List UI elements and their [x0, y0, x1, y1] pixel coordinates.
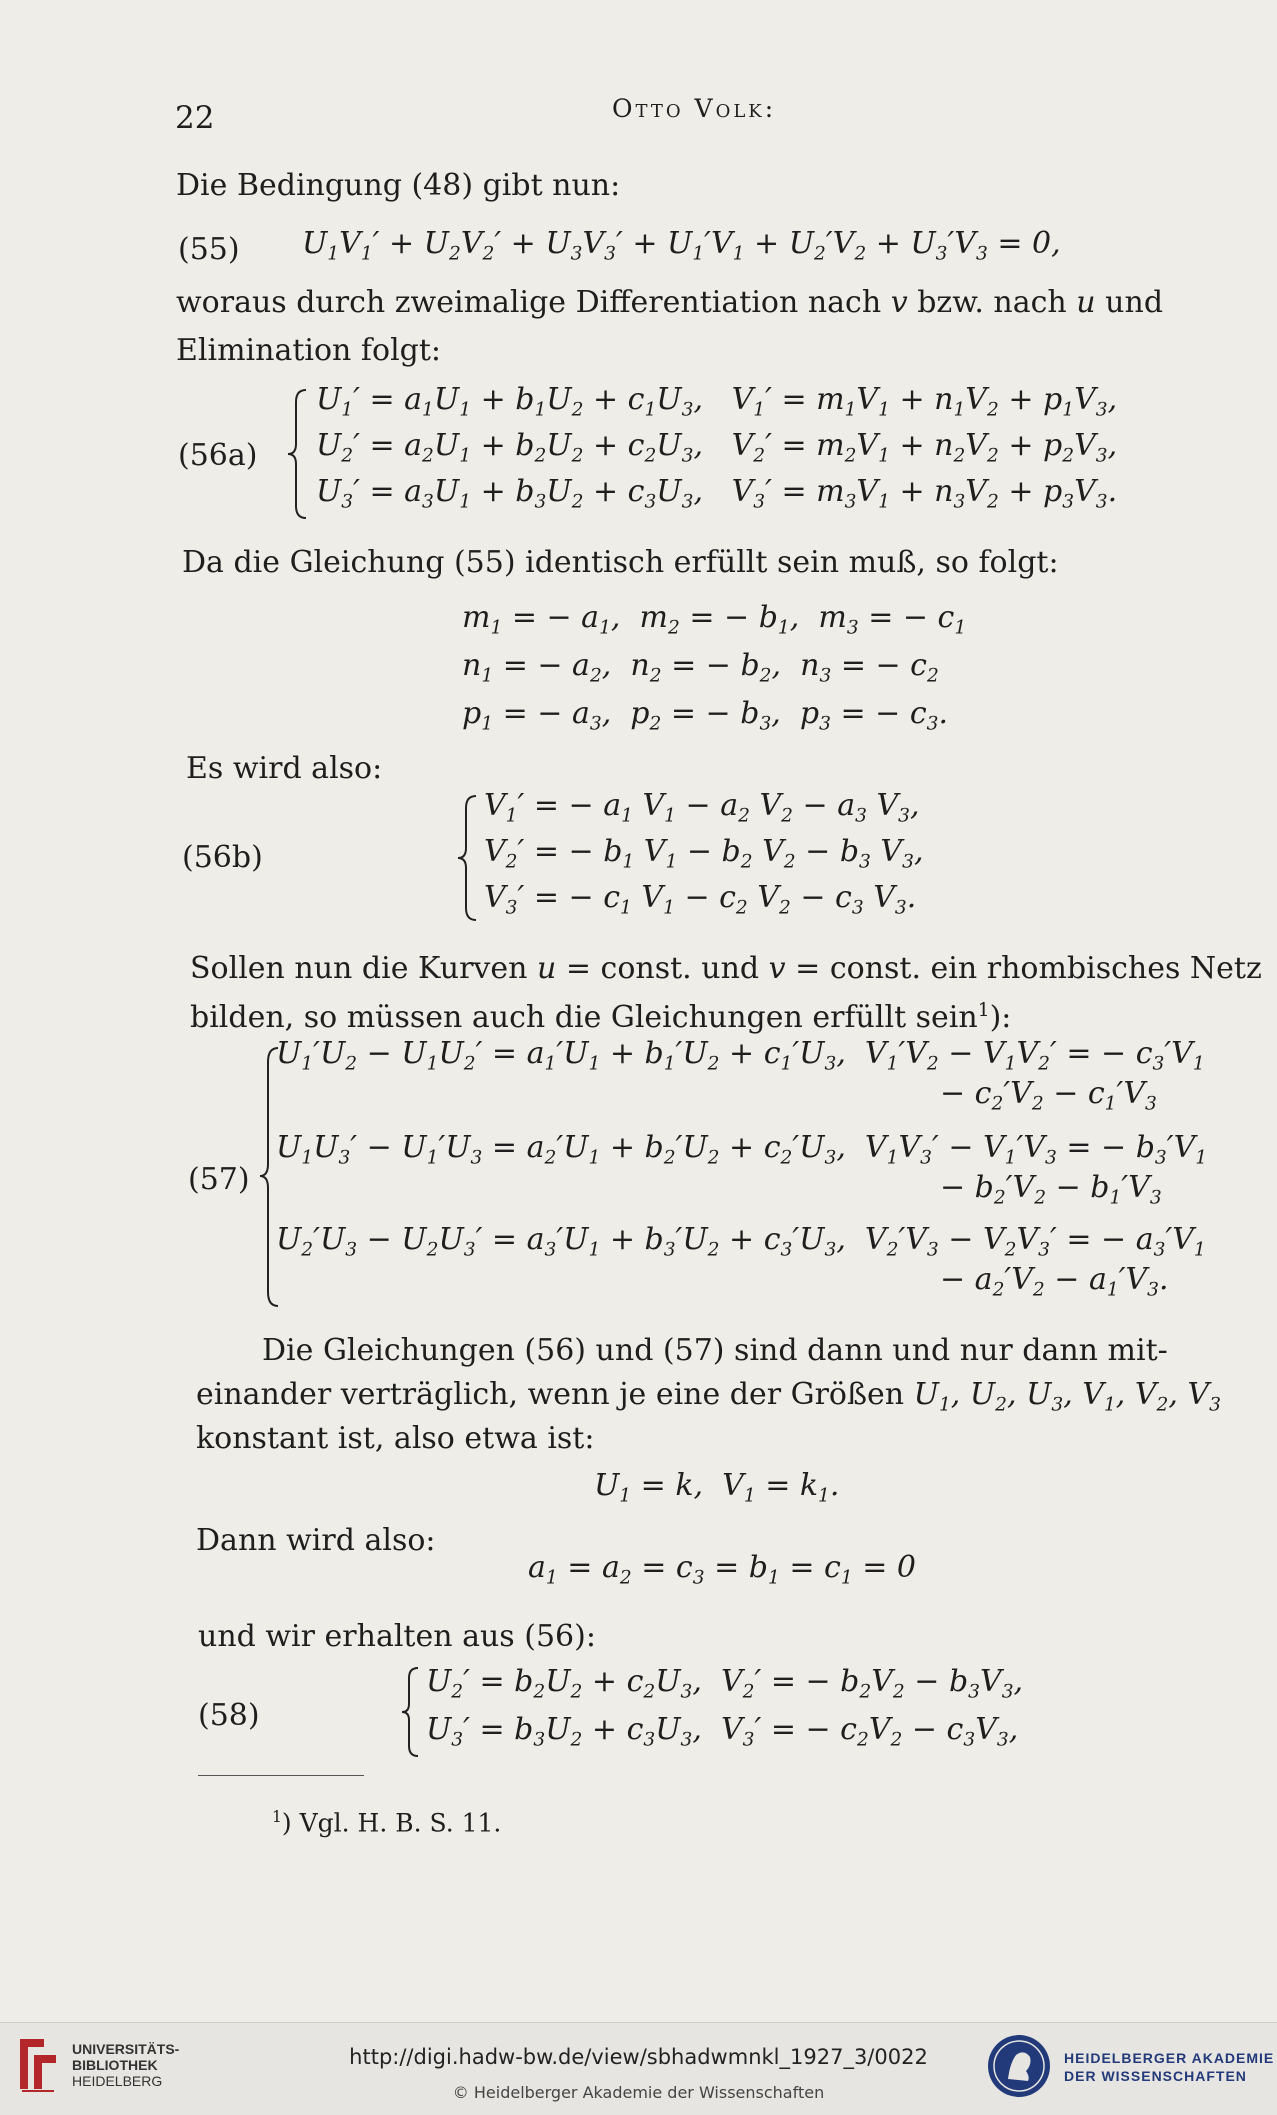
- equation-57-row-3: $U_2'U_3 - U_2U_3' = a_3'U_1 + b_3'U_2 + c_3'U_3$, $V_2'V_3 - V_2V_3'$ = − $a_3'V_1$: [276, 1222, 1206, 1261]
- paragraph-4: Es wird also:: [186, 751, 383, 786]
- relation-row-3: $p_1$ = − $a_3$, $p_2$ = − $b_3$, $p_3$ = − $c_3$.: [462, 696, 949, 735]
- academy-name: HEIDELBERGER AKADEMIE DER WISSENSCHAFTEN: [1064, 2050, 1275, 2084]
- running-head: Otto Volk:: [612, 94, 777, 123]
- paragraph-6-line-1: Die Gleichungen (56) und (57) sind dann und nur dann mit-: [262, 1333, 1168, 1368]
- paragraph-7: Dann wird also:: [196, 1523, 436, 1558]
- footnote-reference[interactable]: 1: [977, 1000, 990, 1021]
- paragraph-6-line-2: einander verträglich, wenn je eine der Größen $U_1$, $U_2$, $U_3$, $V_1$, $V_2$, $V_3$: [196, 1377, 1221, 1416]
- paragraph-2-line-1: woraus durch zweimalige Differentiation nach v bzw. nach u und: [176, 285, 1164, 320]
- paragraph-5-line-2: bilden, so müssen auch die Gleichungen erfüllt sein$^1$):: [190, 1000, 1012, 1035]
- equation-57-row-1-cont: − $c_2'V_2 - c_1'V_3$: [940, 1076, 1157, 1115]
- page-number: 22: [175, 100, 215, 136]
- equation-56a-row-3: $U_3' = a_3U_1 + b_3U_2 + c_3U_3$, $V_3' = m_3V_1 + n_3V_2 + p_3V_3$.: [316, 474, 1118, 513]
- footnote: $^1$) Vgl. H. B. S. 11.: [272, 1808, 502, 1838]
- paragraph-2-line-2: Elimination folgt:: [176, 333, 442, 368]
- relation-row-2: $n_1$ = − $a_2$, $n_2$ = − $b_2$, $n_3$ = − $c_2$: [462, 648, 939, 687]
- brace-56a: [286, 388, 310, 520]
- equation-56a-row-2: $U_2' = a_2U_1 + b_2U_2 + c_2U_3$, $V_2' = m_2V_1 + n_2V_2 + p_2V_3$,: [316, 428, 1118, 467]
- paragraph-5-line-1: Sollen nun die Kurven u = const. und v = const. ein rhombisches Netz: [190, 951, 1262, 986]
- equation-zero-coefficients: $a_1 = a_2 = c_3 = b_1 = c_1 = 0$: [528, 1550, 916, 1589]
- paragraph-1: Die Bedingung (48) gibt nun:: [176, 168, 621, 203]
- equation-57-row-2: $U_1U_3' - U_1'U_3 = a_2'U_1 + b_2'U_2 + c_2'U_3$, $V_1V_3' - V_1'V_3$ = − $b_3'V_1$: [276, 1130, 1208, 1169]
- paragraph-6-line-3: konstant ist, also etwa ist:: [196, 1421, 595, 1456]
- equation-number-56a: (56a): [178, 438, 258, 473]
- equation-56b-row-1: $V_1'$ = − $a_1$ $V_1 - a_2$ $V_2 - a_3$ $V_3$,: [484, 788, 920, 827]
- relation-row-1: $m_1$ = − $a_1$, $m_2$ = − $b_1$, $m_3$ = − $c_1$: [462, 600, 967, 639]
- equation-number-57: (57): [188, 1162, 250, 1197]
- equation-number-56b: (56b): [182, 840, 263, 875]
- equation-57-row-3-cont: − $a_2'V_2 - a_1'V_3$.: [940, 1262, 1169, 1301]
- viewer-footer: [0, 2022, 1277, 2115]
- equation-57-row-1: $U_1'U_2 - U_1U_2' = a_1'U_1 + b_1'U_2 + c_1'U_3$, $V_1'V_2 - V_1V_2'$ = − $c_3'V_1$: [276, 1036, 1205, 1075]
- permalink-url[interactable]: http://digi.hadw-bw.de/view/sbhadwmnkl_1927_3/0022: [349, 2045, 928, 2069]
- equation-58-row-1: $U_2' = b_2U_2 + c_2U_3$, $V_2'$ = − $b_2V_2 - b_3V_3$,: [426, 1664, 1024, 1703]
- equation-58-row-2: $U_3' = b_3U_2 + c_3U_3$, $V_3'$ = − $c_2V_2 - c_3V_3$,: [426, 1712, 1019, 1751]
- equation-number-55: (55): [178, 232, 240, 267]
- brace-57: [258, 1046, 282, 1308]
- equation-56b-row-2: $V_2'$ = − $b_1$ $V_1 - b_2$ $V_2 - b_3$ $V_3$,: [484, 834, 924, 873]
- equation-number-58: (58): [198, 1698, 260, 1733]
- equation-55: $U_1V_1' + U_2V_2' + U_3V_3' + U_1'V_1 + U_2'V_2 + U_3'V_3 = 0$,: [302, 226, 1061, 265]
- brace-58: [400, 1666, 422, 1758]
- equation-constants: $U_1 = k$, $V_1 = k_1$.: [594, 1468, 840, 1507]
- university-library-name: UNIVERSITÄTS- BIBLIOTHEK HEIDELBERG: [72, 2041, 180, 2089]
- footnote-rule: [198, 1775, 364, 1776]
- paragraph-3: Da die Gleichung (55) identisch erfüllt sein muß, so folgt:: [182, 545, 1059, 580]
- copyright-notice: © Heidelberger Akademie der Wissenschaften: [452, 2083, 825, 2102]
- equation-56b-row-3: $V_3'$ = − $c_1$ $V_1 - c_2$ $V_2 - c_3$ $V_3$.: [484, 880, 917, 919]
- equation-56a-row-1: $U_1' = a_1U_1 + b_1U_2 + c_1U_3$, $V_1' = m_1V_1 + n_1V_2 + p_1V_3$,: [316, 382, 1118, 421]
- brace-56b: [456, 794, 480, 922]
- academy-seal-icon[interactable]: [986, 2033, 1052, 2099]
- equation-57-row-2-cont: − $b_2'V_2 - b_1'V_3$: [940, 1170, 1162, 1209]
- paragraph-8: und wir erhalten aus (56):: [198, 1619, 596, 1654]
